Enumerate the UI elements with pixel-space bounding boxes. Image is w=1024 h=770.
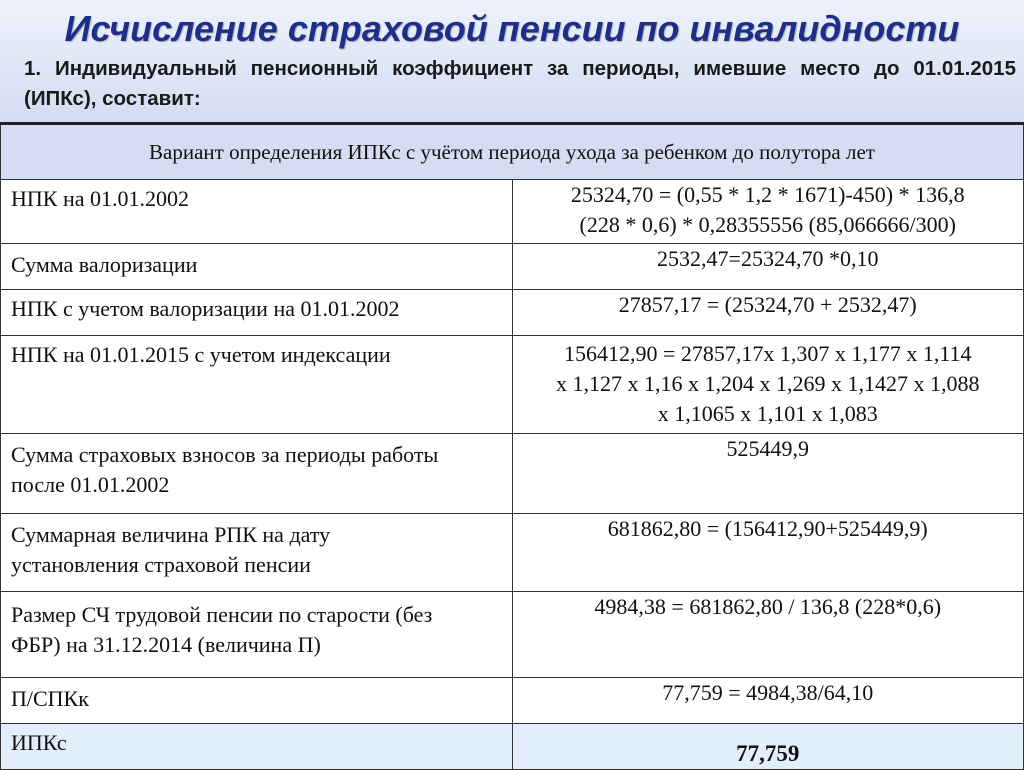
value-line: 681862,80 = (156412,90+525449,9) [607,516,928,541]
row-value [512,290,1024,336]
slide-title: Исчисление страховой пенсии по инвалидности [64,8,960,49]
value-line: 77,759 = 4984,38/64,10 [662,680,874,705]
value-line: 156412,90 = 27857,17х 1,307 х 1,177 х 1,114 [563,341,972,366]
row-value [512,724,1024,770]
row-value [512,678,1024,724]
value-line: 2532,47=25324,70 *0,10 [657,246,879,271]
row-value [512,244,1024,290]
row-label: ИПКс [1,724,513,770]
label-line: Размер СЧ трудовой пенсии по старости (без [11,602,433,627]
value-line: 25324,70 = (0,55 * 1,2 * 1671)-450) * 136,8 [570,182,965,207]
table-row [1,678,1024,724]
calculation-table [0,122,1024,770]
label-line: установления страховой пенсии [11,552,311,577]
table-row [1,290,1024,336]
value-line: 77,759 [736,741,800,766]
row-value [512,336,1024,434]
label-line: ФБР) на 31.12.2014 (величина П) [11,632,321,657]
row-label [1,434,513,514]
row-label: П/СПКк [1,678,513,724]
value-line: 4984,38 = 681862,80 / 136,8 (228*0,6) [594,594,942,619]
table-row [1,514,1024,592]
row-label: НПК с учетом валоризации на 01.01.2002 [1,290,513,336]
row-label [1,514,513,592]
table-row-result [1,724,1024,770]
slide-header [0,0,1024,122]
label-line: Сумма страховых взносов за периоды работы [11,442,439,467]
slide-subtitle: 1. Индивидуальный пенсионный коэффициент за периоды, имевшие место до 01.01.2015 (ИПКс), составит: [24,57,1016,110]
table-row [1,434,1024,514]
table-row [1,592,1024,678]
table-header-cell: Вариант определения ИПКс с учётом периода ухода за ребенком до полутора лет [1,124,1024,180]
value-line: (228 * 0,6) * 0,28355556 (85,066666/300) [579,212,956,237]
row-label: НПК на 01.01.2015 с учетом индексации [1,336,513,434]
value-line: х 1,1065 х 1,101 х 1,083 [657,401,878,426]
table-header-row [1,124,1024,180]
row-value [512,434,1024,514]
label-line: после 01.01.2002 [11,472,170,497]
value-line: 525449,9 [726,436,809,461]
table-row [1,244,1024,290]
row-value [512,592,1024,678]
row-label [1,592,513,678]
row-label: Сумма валоризации [1,244,513,290]
row-value [512,514,1024,592]
table-row [1,180,1024,244]
label-line: Суммарная величина РПК на дату [11,522,331,547]
value-line: х 1,127 х 1,16 х 1,204 х 1,269 х 1,1427 х 1,088 [556,371,980,396]
row-value [512,180,1024,244]
value-line: 27857,17 = (25324,70 + 2532,47) [618,292,917,317]
table-row [1,336,1024,434]
row-label: НПК на 01.01.2002 [1,180,513,244]
